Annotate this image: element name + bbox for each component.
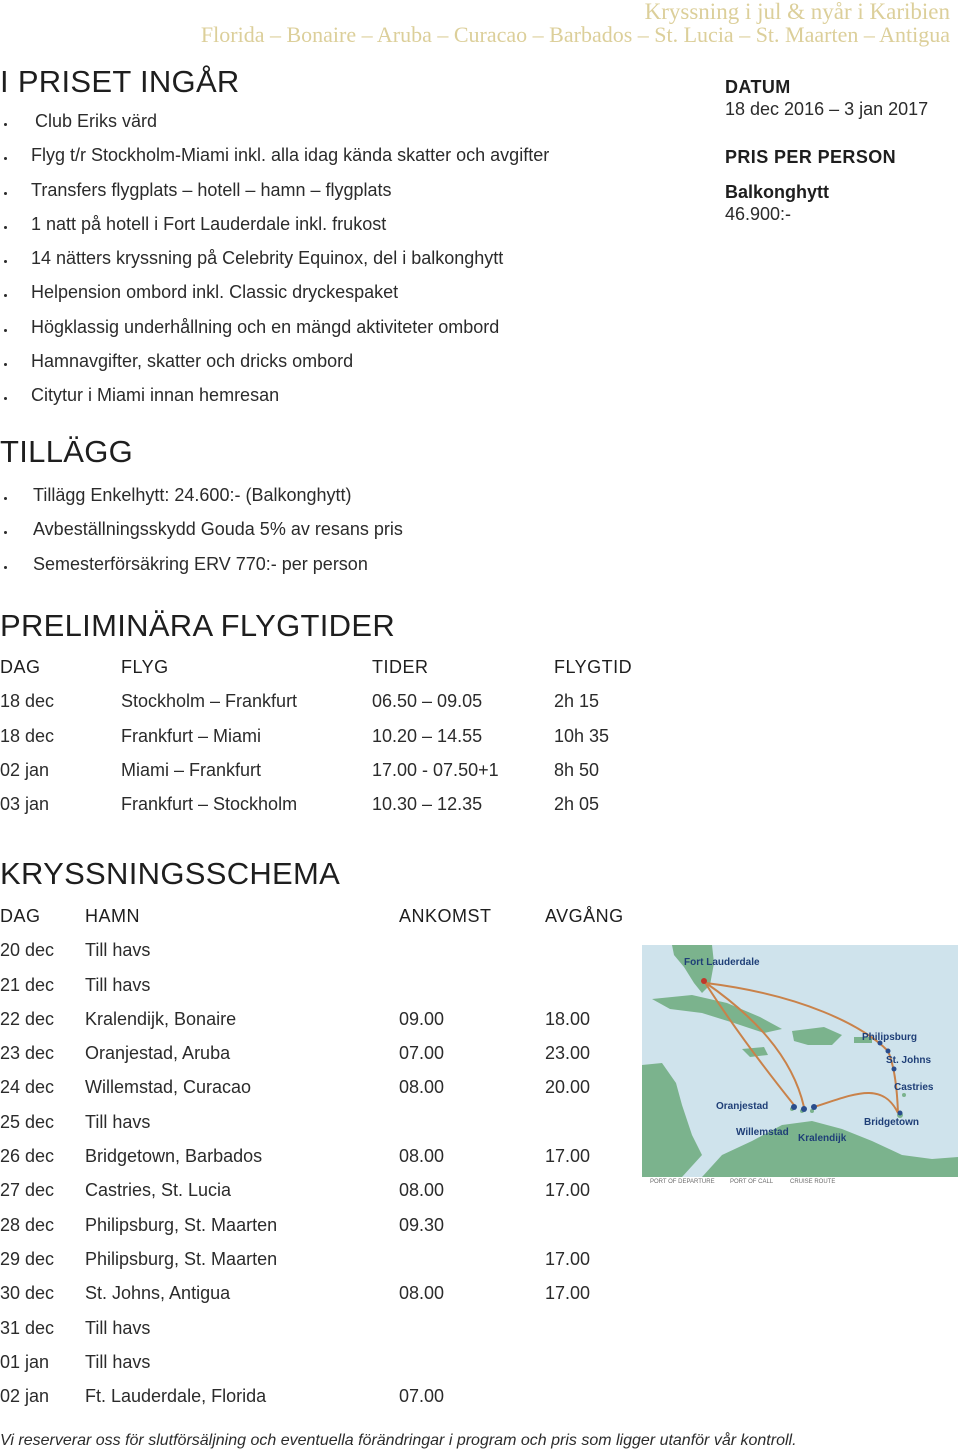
date-label: DATUM [725,77,791,97]
table-cell: 23 dec [0,1043,55,1064]
table-row [0,684,700,718]
table-cell: 29 dec [0,1248,55,1269]
list-item: Tillägg Enkelhytt: 24.600:- (Balkonghytt) [0,478,403,512]
column-header: FLYG [121,657,169,677]
extras-list [0,478,403,581]
list-item: Flyg t/r Stockholm-Miami inkl. alla idag kända skatter och avgifter [0,138,549,172]
table-cell: 30 dec [0,1283,55,1304]
table-cell: Kralendijk, Bonaire [85,1008,237,1029]
column-header: HAMN [85,906,140,926]
column-header: DAG [0,906,41,926]
table-cell: 08.00 [399,1180,445,1201]
table-row [0,719,700,753]
map-label: Kralendijk [798,1133,847,1144]
list-item: Club Eriks värd [0,104,549,138]
list-item: Helpension ombord inkl. Classic dryckespaket [0,275,549,309]
map-label: Philipsburg [862,1032,917,1043]
cruise-route-map [642,945,958,1190]
cabin-type: Balkonghytt [725,182,830,202]
price-value: 46.900:- [725,204,792,224]
list-item: Avbeställningsskydd Gouda 5% av resans pris [0,512,403,546]
table-cell: 24 dec [0,1077,55,1098]
document-title: Kryssning i jul & nyår i Karibien [644,0,950,24]
table-cell: 2h 15 [554,691,600,712]
table-cell: 26 dec [0,1146,55,1167]
map-label: Oranjestad [716,1101,769,1112]
table-row [0,1242,640,1276]
table-cell: Till havs [85,1111,151,1132]
map-label: Bridgetown [864,1117,919,1128]
table-cell: 20.00 [545,1077,591,1098]
table-row [0,1276,640,1310]
column-header: ANKOMST [399,906,492,926]
extras-heading: TILLÄGG [0,434,134,469]
cruise-heading: KRYSSNINGSSCHEMA [0,856,341,891]
price-label: PRIS PER PERSON [725,147,897,167]
table-cell: 01 jan [0,1351,50,1372]
map-legend-item: PORT OF DEPARTURE [650,1179,715,1185]
table-cell: 18 dec [0,691,55,712]
table-row [0,753,700,787]
table-cell: 17.00 [545,1180,591,1201]
table-cell: 02 jan [0,1386,50,1407]
flights-heading: PRELIMINÄRA FLYGTIDER [0,608,396,643]
table-cell: Frankfurt – Miami [121,725,262,746]
column-header: DAG [0,657,41,677]
table-cell: 17.00 [545,1146,591,1167]
table-cell: 18 dec [0,725,55,746]
table-cell: Till havs [85,974,151,995]
table-cell: 21 dec [0,974,55,995]
table-cell: 10.30 – 12.35 [372,794,483,815]
table-header [0,650,700,684]
table-cell: 10.20 – 14.55 [372,725,483,746]
date-value: 18 dec 2016 – 3 jan 2017 [725,99,929,119]
table-row [0,1173,640,1207]
table-cell: Oranjestad, Aruba [85,1043,231,1064]
column-header: AVGÅNG [545,906,624,926]
table-cell: 31 dec [0,1317,55,1338]
list-item: Högklassig underhållning och en mängd aktiviteter ombord [0,310,549,344]
table-cell: 28 dec [0,1214,55,1235]
map-legend-item: CRUISE ROUTE [790,1179,836,1185]
table-cell: 08.00 [399,1146,445,1167]
table-row [0,1208,640,1242]
table-cell: 22 dec [0,1008,55,1029]
table-cell: 07.00 [399,1386,445,1407]
cruise-rows [0,933,640,1413]
list-item: 1 natt på hotell i Fort Lauderdale inkl. frukost [0,207,549,241]
table-cell: Philipsburg, St. Maarten [85,1248,278,1269]
route-subtitle: Florida – Bonaire – Aruba – Curacao – Barbados – St. Lucia – St. Maarten – Antigua [200,22,950,47]
table-cell: 09.30 [399,1214,445,1235]
table-cell: 08.00 [399,1283,445,1304]
table-cell: Till havs [85,1317,151,1338]
table-cell: 07.00 [399,1043,445,1064]
map-legend-item: PORT OF CALL [730,1179,774,1185]
table-row [0,1036,640,1070]
table-row [0,1070,640,1104]
table-cell: 06.50 – 09.05 [372,691,483,712]
list-item: Semesterförsäkring ERV 770:- per person [0,547,403,581]
included-heading: I PRISET INGÅR [0,64,240,99]
map-graphic [642,945,958,1190]
column-header: TIDER [372,657,429,677]
table-row [0,1345,640,1379]
table-cell: 20 dec [0,940,55,961]
map-label: Fort Lauderdale [684,957,760,968]
flights-table [0,650,700,821]
table-cell: Ft. Lauderdale, Florida [85,1386,267,1407]
table-cell: Philipsburg, St. Maarten [85,1214,278,1235]
table-cell: 09.00 [399,1008,445,1029]
table-row [0,787,700,821]
disclaimer-text: Vi reserverar oss för slutförsäljning och eventuella förändringar i program och pris som ligger utanför vår kontroll. [0,1432,797,1449]
table-cell: 02 jan [0,759,50,780]
table-cell: Till havs [85,940,151,961]
table-cell: St. Johns, Antigua [85,1283,231,1304]
table-cell: Willemstad, Curacao [85,1077,252,1098]
table-cell: 10h 35 [554,725,610,746]
table-cell: Castries, St. Lucia [85,1180,232,1201]
table-cell: 17.00 [545,1248,591,1269]
table-cell: 18.00 [545,1008,591,1029]
table-cell: 27 dec [0,1180,55,1201]
cruise-schedule-table [0,899,640,1413]
table-row [0,1002,640,1036]
table-cell: 8h 50 [554,759,600,780]
table-row [0,1379,640,1413]
table-row [0,1139,640,1173]
list-item: Citytur i Miami innan hemresan [0,378,549,412]
table-cell: Miami – Frankfurt [121,759,262,780]
list-item: Transfers flygplats – hotell – hamn – flygplats [0,173,549,207]
table-cell: 08.00 [399,1077,445,1098]
table-row [0,1311,640,1345]
departure-port-marker [701,978,707,984]
table-cell: Stockholm – Frankfurt [121,691,298,712]
table-cell: 23.00 [545,1043,591,1064]
table-cell: 17.00 [545,1283,591,1304]
table-cell: 2h 05 [554,794,600,815]
table-cell: Till havs [85,1351,151,1372]
map-label: St. Johns [886,1055,932,1066]
column-header: FLYGTID [554,657,633,677]
table-row [0,968,640,1002]
table-cell: Bridgetown, Barbados [85,1146,263,1167]
map-label: Willemstad [736,1127,789,1138]
table-header [0,899,640,933]
map-label: Castries [894,1082,934,1093]
list-item: 14 nätters kryssning på Celebrity Equinox, del i balkonghytt [0,241,549,275]
table-row [0,1105,640,1139]
table-cell: 03 jan [0,794,50,815]
table-cell: 17.00 - 07.50+1 [372,759,499,780]
table-cell: Frankfurt – Stockholm [121,794,298,815]
trip-info-panel [725,76,955,225]
list-item: Hamnavgifter, skatter och dricks ombord [0,344,549,378]
included-list [0,104,549,413]
table-row [0,933,640,967]
table-cell: 25 dec [0,1111,55,1132]
